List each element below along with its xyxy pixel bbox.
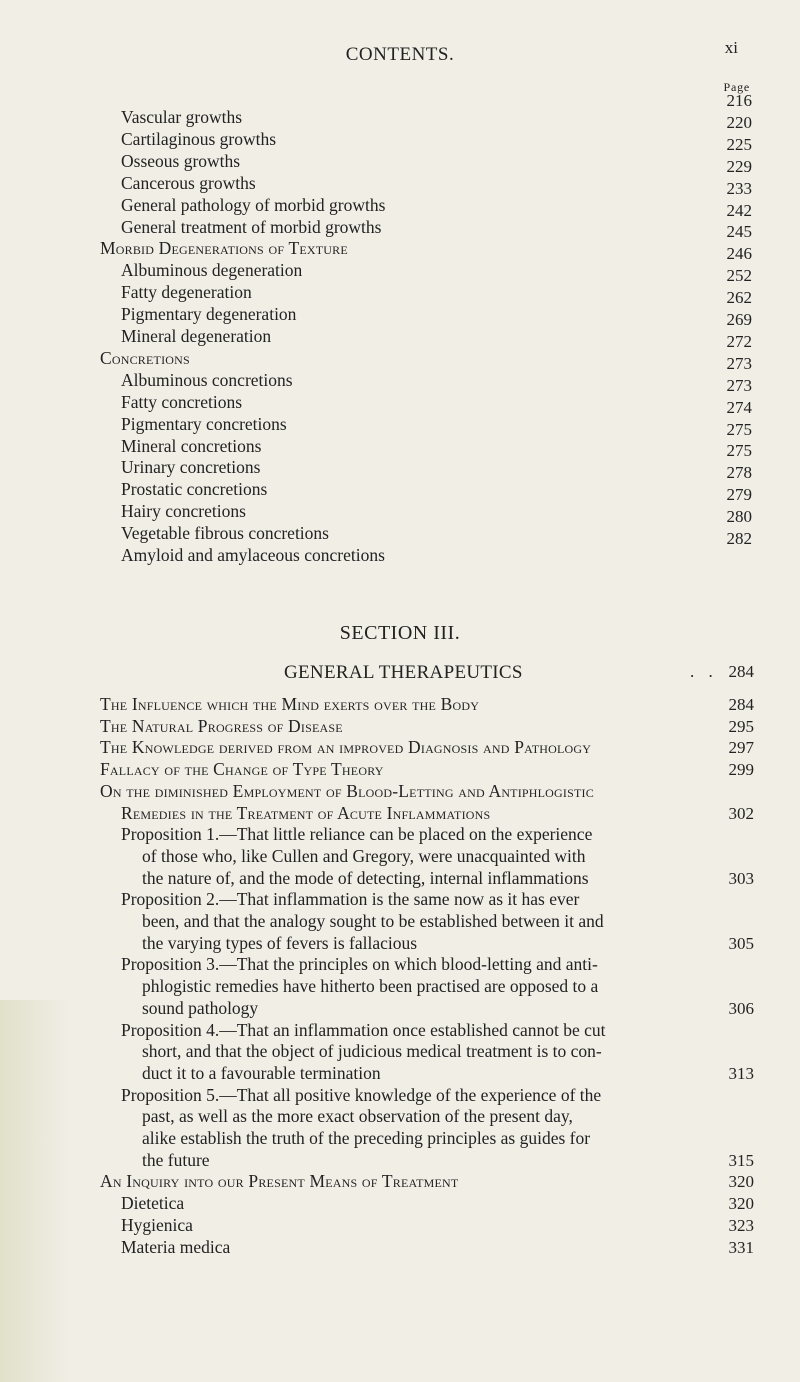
- toc-entry: [121, 216, 381, 238]
- toc-entry-page: 295: [728, 716, 754, 736]
- toc-entry-line: alike establish the truth of the preceding principles as guides for: [142, 1128, 591, 1148]
- toc-entry-line: duct it to a favourable termination: [142, 1062, 381, 1083]
- toc-entry-page: 246: [726, 244, 752, 264]
- toc-entry-title: Osseous growths: [121, 150, 241, 171]
- toc-entry-page: 299: [728, 760, 754, 780]
- toc-entry-page: 273: [726, 375, 752, 395]
- toc-entry-line: Hygienica: [121, 1214, 193, 1235]
- toc-entry: [100, 694, 479, 716]
- toc-entry-title: General treatment of morbid growths: [121, 216, 382, 237]
- toc-entry-line: of those who, like Cullen and Gregory, were unacquainted with: [142, 845, 586, 866]
- running-title: CONTENTS.: [345, 44, 455, 65]
- toc-entry-title: Vascular growths: [121, 107, 243, 127]
- toc-entry-page: 305: [728, 933, 754, 953]
- toc-entry: [121, 128, 276, 150]
- toc-entry-page: 245: [726, 222, 752, 242]
- page-edge-shadow: [0, 1000, 70, 1382]
- toc-entry: [121, 325, 271, 347]
- toc-entry-page: 323: [728, 1215, 754, 1235]
- toc-entry-title: Fatty degeneration: [121, 282, 252, 303]
- toc-entry-page: 320: [728, 1194, 754, 1214]
- toc-entry: [100, 1171, 458, 1193]
- toc-entry-line: Proposition 4.—That an inflammation once established cannot be cut: [121, 1019, 606, 1040]
- toc-entry-title: Fatty concretions: [121, 391, 243, 412]
- toc-entry-page: 272: [726, 331, 752, 351]
- toc-entry-page: 229: [726, 156, 752, 176]
- toc-entry: [121, 544, 385, 566]
- toc-entry-page: 273: [726, 353, 752, 373]
- toc-entry-title: Prostatic concretions: [121, 479, 268, 500]
- toc-entry-title: Pigmentary degeneration: [121, 304, 297, 325]
- toc-entry: [121, 413, 287, 435]
- toc-entry-page: 275: [726, 419, 752, 439]
- toc-entry: [100, 781, 594, 824]
- toc-entry: [121, 456, 260, 478]
- toc-entry-line: phlogistic remedies have hitherto been practised are opposed to a: [142, 976, 599, 997]
- toc-entry: [100, 759, 384, 781]
- toc-entry: [121, 194, 385, 216]
- toc-entry-line: Proposition 5.—That all positive knowledge of the experience of the: [121, 1084, 602, 1105]
- toc-entry-line: Proposition 3.—That the principles on which blood-letting and anti-: [121, 954, 598, 975]
- toc-entry-page: 269: [726, 310, 752, 329]
- toc-entry: [121, 106, 242, 128]
- toc-entry: [121, 522, 329, 544]
- toc-entry-page: 274: [726, 397, 752, 417]
- toc-entry-title: Amyloid and amylaceous concretions: [121, 545, 385, 565]
- toc-entry-title: Mineral degeneration: [121, 326, 272, 346]
- toc-entry-page: 279: [726, 485, 752, 505]
- toc-entry-page: 233: [726, 178, 752, 198]
- toc-entry-line: Remedies in the Treatment of Acute Inflammations: [121, 802, 491, 823]
- toc-entry-line: Proposition 2.—That inflammation is the same now as it has ever: [121, 889, 580, 910]
- page-column-label: Page: [723, 80, 750, 94]
- toc-entry: [121, 1215, 193, 1237]
- section-title: GENERAL THERAPEUTICS: [284, 662, 523, 683]
- toc-entry-page: 302: [728, 803, 754, 823]
- toc-entry-title: Hairy concretions: [121, 501, 246, 522]
- section-heading: SECTION III.: [339, 622, 461, 644]
- toc-entry-line: sound pathology: [142, 997, 259, 1018]
- toc-entry: [100, 237, 348, 259]
- folio-page-number: xi: [724, 38, 738, 57]
- toc-entry-line: Fallacy of the Change of Type Theory: [100, 759, 384, 780]
- toc-entry-title: Cancerous growths: [121, 172, 256, 193]
- toc-entry: [100, 737, 591, 759]
- toc-entry-line: Proposition 1.—That little reliance can be placed on the experience: [121, 824, 593, 845]
- toc-entry: [121, 172, 256, 194]
- toc-entry: [121, 369, 293, 391]
- toc-entry-line: short, and that the object of judicious medical treatment is to con-: [142, 1041, 602, 1062]
- toc-entry-line: The Knowledge derived from an improved Diagnosis and Pathology: [100, 737, 592, 758]
- toc-entry: [121, 1085, 601, 1172]
- toc-entry-page: 252: [726, 266, 752, 286]
- toc-entry-page: 320: [728, 1172, 754, 1192]
- toc-entry-page: 278: [726, 463, 752, 483]
- toc-entry: [121, 1237, 230, 1259]
- toc-entry-page: 284: [728, 695, 754, 714]
- toc-entry-title: Mineral concretions: [121, 435, 262, 456]
- toc-entry-line: the varying types of fevers is fallacious: [142, 932, 418, 953]
- toc-entry: [121, 500, 246, 522]
- toc-entry: [121, 889, 604, 954]
- toc-entry-page: 225: [726, 134, 752, 154]
- toc-entry-title: Urinary concretions: [121, 457, 261, 478]
- toc-entry-page: 303: [728, 868, 754, 888]
- toc-entry-title: Albuminous concretions: [121, 369, 293, 390]
- toc-entry: [121, 150, 240, 172]
- toc-entry-page: 275: [726, 441, 752, 461]
- toc-entry: [121, 954, 598, 1019]
- toc-entry: [121, 303, 296, 325]
- toc-entry-page: 306: [728, 998, 754, 1018]
- toc-entry: [100, 716, 343, 738]
- toc-entry-line: the future: [142, 1149, 210, 1170]
- toc-entry-page: 282: [726, 529, 752, 548]
- toc-entry-title: Morbid Degenerations of Texture: [100, 238, 348, 259]
- toc-entry-line: been, and that the analogy sought to be established between it and: [142, 911, 604, 931]
- toc-entry-line: On the diminished Employment of Blood-Letting and Antiphlogistic: [100, 780, 594, 801]
- toc-entry: [121, 1193, 184, 1215]
- toc-entry-title: Vegetable fibrous concretions: [121, 523, 329, 544]
- toc-entry-page: 242: [726, 200, 752, 220]
- toc-entry-page: 216: [726, 91, 752, 110]
- toc-entry-title: Pigmentary concretions: [121, 413, 287, 434]
- toc-entry-page: 297: [728, 738, 754, 758]
- section-title-page: 284: [728, 662, 754, 681]
- toc-entry: [121, 391, 242, 413]
- toc-entry: [121, 259, 302, 281]
- toc-entry: [121, 824, 592, 889]
- toc-entry-page: 262: [726, 288, 752, 308]
- toc-entry-title: Cartilaginous growths: [121, 128, 277, 149]
- toc-entry-line: the nature of, and the mode of detecting, internal inflammations: [142, 867, 589, 888]
- toc-entry-title: Albuminous degeneration: [121, 260, 303, 281]
- toc-entry: [121, 478, 267, 500]
- toc-entry: [121, 281, 252, 303]
- toc-entry-page: 315: [728, 1150, 754, 1170]
- toc-entry-page: 220: [726, 112, 752, 132]
- toc-entry: [121, 435, 261, 457]
- toc-entry-line: Dietetica: [121, 1193, 185, 1214]
- toc-entry-title: General pathology of morbid growths: [121, 194, 386, 215]
- toc-entry-title: Concretions: [100, 347, 190, 368]
- toc-entry: [121, 1020, 606, 1085]
- toc-entry-page: 331: [728, 1237, 754, 1257]
- toc-entry-line: An Inquiry into our Present Means of Treatment: [100, 1171, 459, 1192]
- toc-entry: [100, 347, 190, 369]
- toc-entry-page: 280: [726, 507, 752, 527]
- toc-entry-line: The Influence which the Mind exerts over the Body: [100, 694, 480, 714]
- toc-entry-page: 313: [728, 1063, 754, 1083]
- toc-entry-line: Materia medica: [121, 1236, 231, 1257]
- section-title-leader: . .: [690, 662, 718, 681]
- toc-entry-line: past, as well as the more exact observation of the present day,: [142, 1106, 573, 1127]
- toc-entry-line: The Natural Progress of Disease: [100, 715, 343, 736]
